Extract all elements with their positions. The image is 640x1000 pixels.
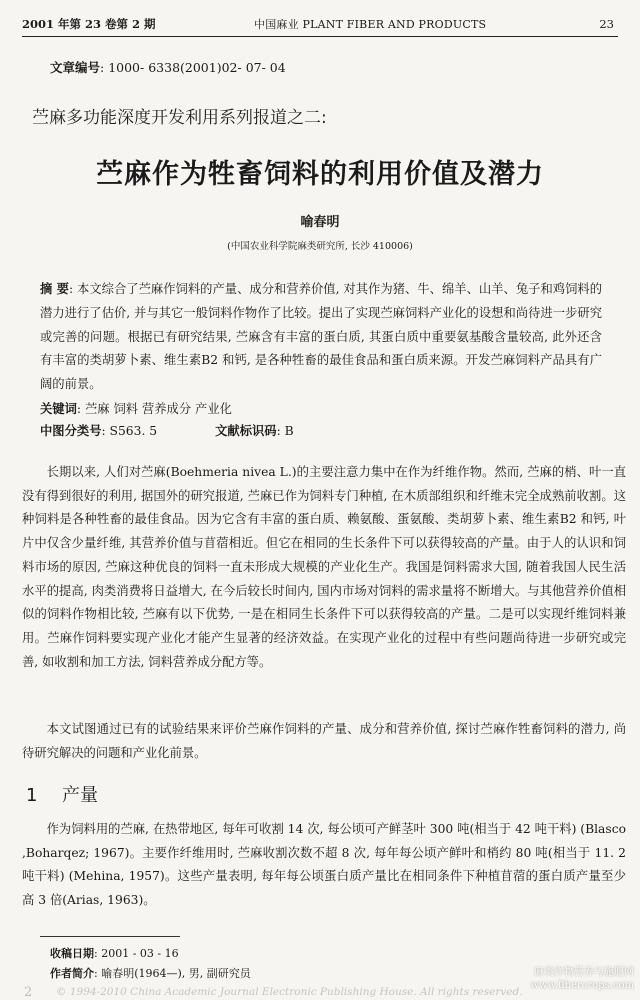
paragraph-text: 长期以来, 人们对苎麻(Boehmeria nivea L.)的主要注意力集中在作为纤维作物。然而, 苎麻的梢、叶一直没有得到很好的利用, 据国外的研究报道, 苎麻已作为饲料专门种植, 在木质部组织和纤维未完全成熟前收割。这种饲料是各种牲畜的最佳食品。因为它含有丰富的蛋白质、赖氨酸、蛋氨酸、类胡萝卜素、维生素B2 和钙, 叶片中仅含少量纤维, 其营养价值与苜蓿相近。但它在相同的生长条件下可以获得较高的产量。由于人的认识和饲料市场的原因, 苎麻这种优良的饲料一直未形成大规模的产业化生产。我国是饲料需求大国, 随着我国人民生活水平的提高, 肉类消费将日益增大, 在今后较长时间内, 国内市场对饲料的需求量将不断增大。与其他营养价值相似的饲料作物相比较, 苎麻有以下优势, 一是在相同生长条件下可以获得较高的产量。二是可以实现纤维饲料兼用。苎麻作饲料要实现产业化才能产生显著的经济效益。在实现产业化的过程中有些问题尚待进一步研究或完善, 如收割和加工方法, 饲料营养成分配方等。: [22, 465, 626, 669]
site-watermark-url: www.fibercrops.com: [530, 980, 634, 991]
received-value: : 2001 - 03 - 16: [94, 947, 179, 960]
abstract-text: : 本文综合了苎麻作饲料的产量、成分和营养价值, 对其作为猪、牛、绵羊、山羊、兔子和鸡饲料的潜力进行了估价, 并与其它一般饲料作物作了比较。提出了实现苎麻饲料产业化的设想和尚待进一步研究或完善的问题。根据已有研究结果, 苎麻含有丰富的蛋白质, 其蛋白质中重要氨基酸含量较高, 此外还含有丰富的类胡萝卜素、维生素B2 和钙, 是各种牲畜的最佳食品和蛋白质来源。开发苎麻饲料产品具有广阔的前景。: [40, 282, 603, 392]
bio-value: : 喻春明(1964—), 男, 副研究员: [94, 967, 251, 980]
running-header: [22, 14, 618, 34]
body-paragraph-2: [22, 718, 626, 765]
site-watermark-name: 麻类作物营养与施肥网: [534, 967, 634, 978]
footnote-rule: [40, 936, 180, 937]
article-number: [50, 58, 286, 76]
body-paragraph-3: [22, 818, 626, 913]
section-title: 产量: [62, 785, 98, 806]
received-date: [50, 945, 179, 961]
header-rule: [22, 36, 618, 37]
article-number-value: : 1000- 6338(2001)02- 07- 04: [100, 60, 286, 75]
keywords-label: 关键词: [40, 401, 77, 416]
abstract: [40, 277, 602, 397]
series-title: 苎麻多功能深度开发利用系列报道之二:: [32, 108, 327, 128]
author-bio: [50, 965, 251, 981]
section-heading: [26, 781, 98, 807]
doc-code-value: : B: [276, 424, 294, 438]
keywords: [40, 399, 232, 417]
paragraph-text: 作为饲料用的苎麻, 在热带地区, 每年可收割 14 次, 每公顷可产鲜茎叶 300 吨(相当于 42 吨干料) (Blasco ,Boharqez; 1967)。主要作纤维用时, 苎麻收割次数不超 8 次, 每年每公顷产鲜叶和梢约 80 吨(相当于 11. 2 吨干料) (Mehina, 1957)。这些产量表明, 每年每公顷蛋白质产量比在相同条件下种植苜蓿的蛋白质产量至少高 3 倍(Arias, 1963)。: [22, 822, 626, 908]
clc-value: : S563. 5: [101, 424, 158, 438]
received-label: 收稿日期: [50, 947, 94, 960]
journal-name: 中国麻业 PLANT FIBER AND PRODUCTS: [254, 18, 487, 31]
bio-label: 作者简介: [50, 967, 94, 980]
body-paragraph-1: [22, 461, 626, 674]
keywords-text: : 苎麻 饲料 营养成分 产业化: [76, 402, 232, 416]
classification-line: [40, 421, 600, 439]
watermark-page-number: 2: [24, 985, 33, 1000]
page-number: 23: [599, 17, 614, 31]
site-watermark: [530, 966, 634, 992]
abstract-label: 摘 要: [40, 281, 69, 296]
journal-issue: 2001 年第 23 卷第 2 期: [22, 17, 156, 31]
doc-code-label: 文献标识码: [215, 423, 277, 438]
paper-title: 苎麻作为牲畜饲料的利用价值及潜力: [96, 159, 544, 190]
copyright-watermark: © 1994-2010 China Academic Journal Electronic Publishing House. All rights reserved.: [56, 986, 523, 998]
article-number-label: 文章编号: [50, 60, 101, 75]
clc-label: 中图分类号: [40, 423, 102, 438]
section-number: 1: [26, 785, 38, 806]
author-affiliation: (中国农业科学院麻类研究所, 长沙 410006): [227, 241, 413, 252]
paragraph-text: 本文试图通过已有的试验结果来评价苎麻作饲料的产量、成分和营养价值, 探讨苎麻作牲畜饲料的潜力, 尚待研究解决的问题和产业化前景。: [22, 722, 626, 760]
author-name: 喻春明: [300, 215, 340, 230]
